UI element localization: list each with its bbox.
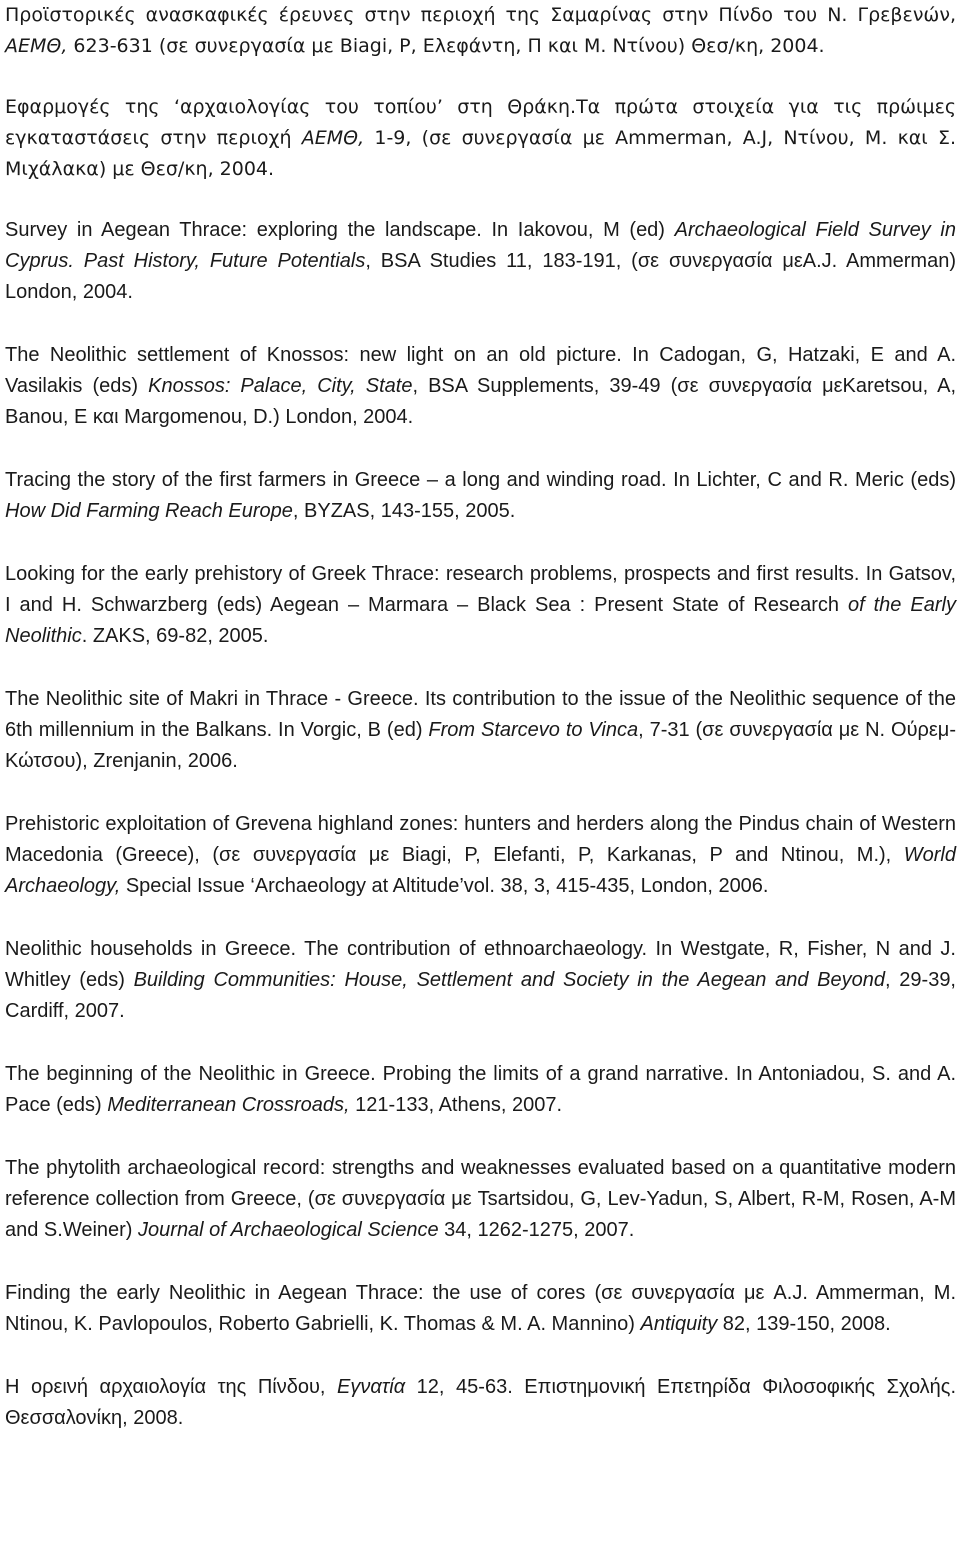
reference-italic-title: ΑΕΜΘ, [301,127,365,149]
reference-text: Tracing the story of the first farmers in Greece – a long and winding road. In Lichter, C and R. Meric (eds) [5,469,956,491]
reference-text: 82, 139-150, 2008. [717,1313,891,1335]
reference-italic-title: ΑΕΜΘ, [5,35,68,57]
reference-text: . ZAKS, 69-82, 2005. [81,625,269,647]
reference-text: , BYZAS, 143-155, 2005. [292,500,516,522]
reference-entry [5,465,956,527]
reference-text: Προϊστορικές ανασκαφικές έρευνες στην περιοχή της Σαμαρίνας στην Πίνδο του Ν. Γρεβενών, [5,4,956,26]
reference-text: Εφαρμογές της ‘αρχαιολογίας του τοπίου’ στη Θράκη.Τα πρώτα στοιχεία για τις πρώιμες εγκαταστάσεις στην περιοχή [5,96,956,149]
reference-entry [5,0,956,62]
reference-italic-title: Building Communities: House, Settlement and Society in the Aegean and Beyond [133,969,885,991]
reference-text: , 29-39, Cardiff, 2007. [5,969,956,1022]
reference-text: The Neolithic settlement of Knossos: new light on an old picture. In Cadogan, G, Hatzaki, E and A. Vasilakis (eds) [5,344,956,397]
reference-text: Neolithic households in Greece. The contribution of ethnoarchaeology. In Westgate, R, Fisher, N and J. Whitley (eds) [5,938,956,991]
reference-entry [5,1372,956,1434]
reference-entry [5,684,956,777]
reference-text: 1-9, (σε συνεργασία με Ammerman, A.J, Ντίνου, Μ. και Σ. Μιχάλακα) με Θεσ/κη, 2004. [5,127,956,180]
reference-text: 34, 1262-1275, 2007. [438,1219,635,1241]
reference-text: , BSA Supplements, 39-49 (σε συνεργασία μεKaretsou, A, Banou, E και Margomenou, D.) London, 2004. [5,375,957,428]
reference-italic-title: of the Early Neolithic [5,594,956,647]
reference-italic-title: Journal of Archaeological Science [138,1219,439,1241]
reference-entry [5,1153,956,1246]
reference-text: Looking for the early prehistory of Greek Thrace: research problems, prospects and first results. In Gatsov, I and H. Schwarzberg (eds) Aegean – Marmara – Black Sea : Present State of Research [5,563,956,616]
reference-text: 121-133, Athens, 2007. [349,1094,563,1116]
reference-entry [5,1059,956,1121]
reference-entry [5,809,956,902]
reference-italic-title: Mediterranean Crossroads, [107,1094,350,1116]
reference-text: The beginning of the Neolithic in Greece. Probing the limits of a grand narrative. In Antoniadou, S. and A. Pace (eds) [5,1063,956,1116]
reference-entry [5,934,956,1027]
reference-italic-title: World Archaeology, [5,844,956,897]
reference-text: Special Issue ‘Archaeology at Altitude’vol. 38, 3, 415-435, London, 2006. [120,875,769,897]
reference-text: 623-631 (σε συνεργασία με Biagi, P, Ελεφάντη, Π και Μ. Ντίνου) Θεσ/κη, 2004. [67,35,825,57]
reference-text: The phytolith archaeological record: strengths and weaknesses evaluated based on a quantitative modern reference collection from Greece, (σε συνεργασία με Tsartsidou, G, Lev-Yadun, S, Albert, R-M, Rosen, A-M and S.Weiner) [5,1157,956,1241]
reference-text: Prehistoric exploitation of Grevena highland zones: hunters and herders along the Pindus chain of Western Macedonia (Greece), (σε συνεργασία με Biagi, P, Elefanti, P, Karkanas, P and Ntinou, M.), [5,813,956,866]
reference-italic-title: Εγνατία [337,1376,406,1398]
reference-entry [5,559,956,652]
reference-text: , BSA Studies 11, 183-191, (σε συνεργασία μεA.J. Ammerman) London, 2004. [5,250,956,303]
reference-entry [5,1278,956,1340]
reference-italic-title: Knossos: Palace, City, State [148,375,413,397]
reference-text: The Neolithic site of Makri in Thrace - Greece. Its contribution to the issue of the Neolithic sequence of the 6th millennium in the Balkans. In Vorgic, B (ed) [5,688,956,741]
reference-italic-title: From Starcevo to Vinca [428,719,639,741]
reference-entry [5,340,956,433]
reference-entry [5,215,956,308]
reference-text: Η ορεινή αρχαιολογία της Πίνδου, [5,1376,338,1398]
reference-italic-title: How Did Farming Reach Europe [5,500,293,522]
reference-text: Survey in Aegean Thrace: exploring the landscape. In Iakovou, M (ed) [5,219,675,241]
reference-text: 12, 45-63. Επιστημονική Επετηρίδα Φιλοσοφικής Σχολής. Θεσσαλονίκη, 2008. [5,1376,957,1429]
reference-text: , 7-31 (σε συνεργασία με Ν. Ούρεμ-Κώτσου), Zrenjanin, 2006. [5,719,956,772]
reference-entry [5,92,956,185]
reference-text: Finding the early Neolithic in Aegean Thrace: the use of cores (σε συνεργασία με A.J. Ammerman, M. Ntinou, K. Pavlopoulos, Roberto Gabrielli, K. Thomas & M. A. Mannino) [5,1282,956,1335]
reference-list [5,0,956,1434]
reference-italic-title: Antiquity [640,1313,718,1335]
reference-italic-title: Archaeological Field Survey in Cyprus. Past History, Future Potentials [5,219,956,272]
